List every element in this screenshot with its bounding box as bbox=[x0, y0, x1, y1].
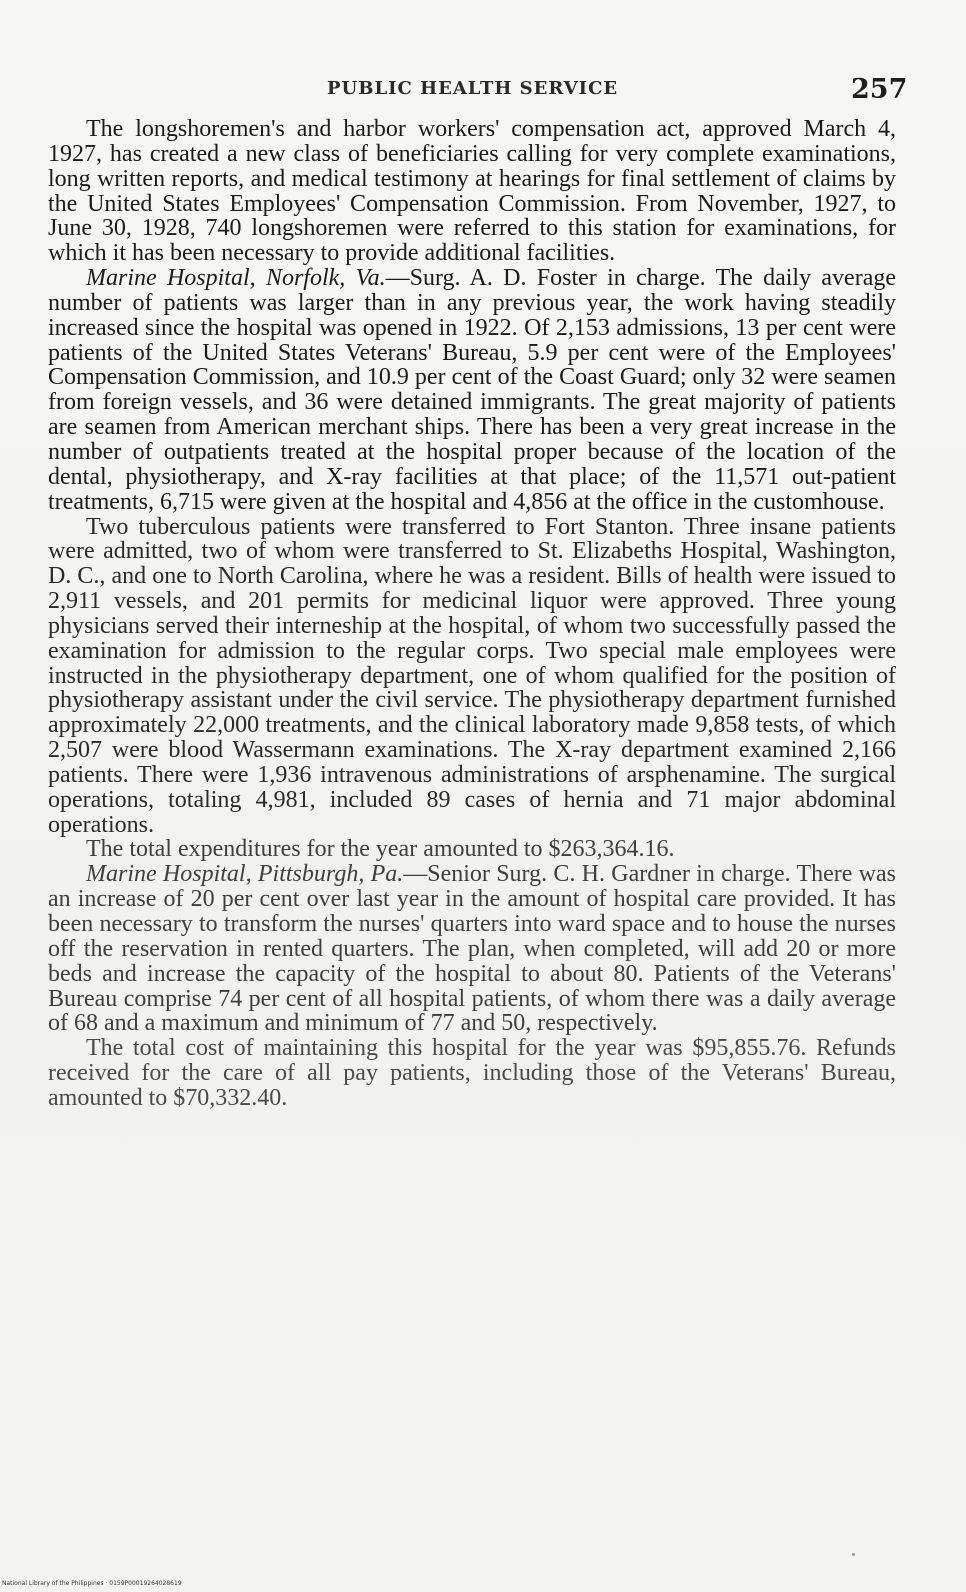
paragraph-text: —Senior Surg. C. H. Gardner in charge. There was an increase of 20 per cent over last year in the amount of hospital care provided. It has been necessary to transform the nurses' quarters into ward space and to house the nurses off the reservation in rented quarters. The plan, when completed, will add 20 or more beds and increase the capacity of the hospital to about 80. Patients of the Veterans' Bureau comprise 74 per cent of all hospital patients, of whom there was a daily average of 68 and a maximum and minimum of 77 and 50, respectively. bbox=[48, 861, 896, 1037]
paragraph-text: The total expenditures for the year amounted to $263,364.16. bbox=[86, 836, 675, 863]
paragraph-text: Two tuberculous patients were transferred to Fort Stanton. Three insane patients were admitted, two of whom were transferred to St. Elizabeths Hospital, Washington, D. C., and one to North Carolina, where he was a resident. Bills of health were issued to 2,911 vessels, and 201 permits for medicinal liquor were approved. Three young physicians served their interneship at the hospital, of whom two successfully passed the examination for admission to the regular corps. Two special male employees were instructed in the physiotherapy department, one of whom qualified for the position of physiotherapy assistant under the civil service. The physiotherapy department furnished approximately 22,000 treatments, and the clinical laboratory made 9,858 tests, of which 2,507 were blood Wassermann examinations. The X-ray department examined 2,166 patients. There were 1,936 intravenous administrations of arsphenamine. The surgical operations, totaling 4,981, included 89 cases of hernia and 71 major abdominal operations. bbox=[48, 513, 896, 838]
paper-speck bbox=[852, 1553, 855, 1556]
running-title: PUBLIC HEALTH SERVICE bbox=[327, 78, 619, 99]
page-header bbox=[0, 72, 966, 112]
paragraph-text: The total cost of maintaining this hospital for the year was $95,855.76. Refunds received for the care of all pay patients, including those of the Veterans' Bureau, amounted to $70,332.40. bbox=[48, 1035, 896, 1111]
paragraph-norfolk-expenditures bbox=[48, 837, 896, 862]
paragraph-text: —Surg. A. D. Foster in charge. The daily average number of patients was larger than in any previous year, the work having steadily increased since the hospital was opened in 1922. Of 2,153 admissions, 13 per cent were patients of the United States Veterans' Bureau, 5.9 per cent were of the Employees' Compensation Commission, and 10.9 per cent of the Coast Guard; only 32 were seamen from foreign vessels, and 36 were detained immigrants. The great majority of patients are seamen from American merchant ships. There has been a very great increase in the number of outpatients treated at the hospital proper because of the location of the dental, physiotherapy, and X-ray facilities at that place; of the 11,571 out-patient treatments, 6,715 were given at the hospital and 4,856 at the office in the customhouse. bbox=[48, 265, 896, 515]
paragraph-pittsburgh-cost bbox=[48, 1036, 896, 1111]
paragraph-norfolk bbox=[48, 266, 896, 514]
body-text bbox=[48, 117, 896, 1111]
paragraph-pittsburgh bbox=[48, 862, 896, 1036]
paragraph-longshoremen bbox=[48, 117, 896, 266]
paragraph-norfolk-statistics bbox=[48, 515, 896, 838]
section-lead-norfolk: Marine Hospital, Norfolk, Va. bbox=[86, 265, 386, 292]
page-number: 257 bbox=[851, 74, 908, 105]
scan-credit: National Library of the Philippines · 0159P00019264028619 bbox=[2, 1580, 182, 1587]
section-lead-pittsburgh: Marine Hospital, Pittsburgh, Pa. bbox=[86, 861, 404, 888]
paragraph-text: The longshoremen's and harbor workers' compensation act, approved March 4, 1927, has created a new class of beneficiaries calling for very complete examinations, long written reports, and medical testimony at hearings for final settlement of claims by the United States Employees' Compensation Commission. From November, 1927, to June 30, 1928, 740 longshoremen were referred to this station for examinations, for which it has been necessary to provide additional facilities. bbox=[48, 116, 896, 267]
